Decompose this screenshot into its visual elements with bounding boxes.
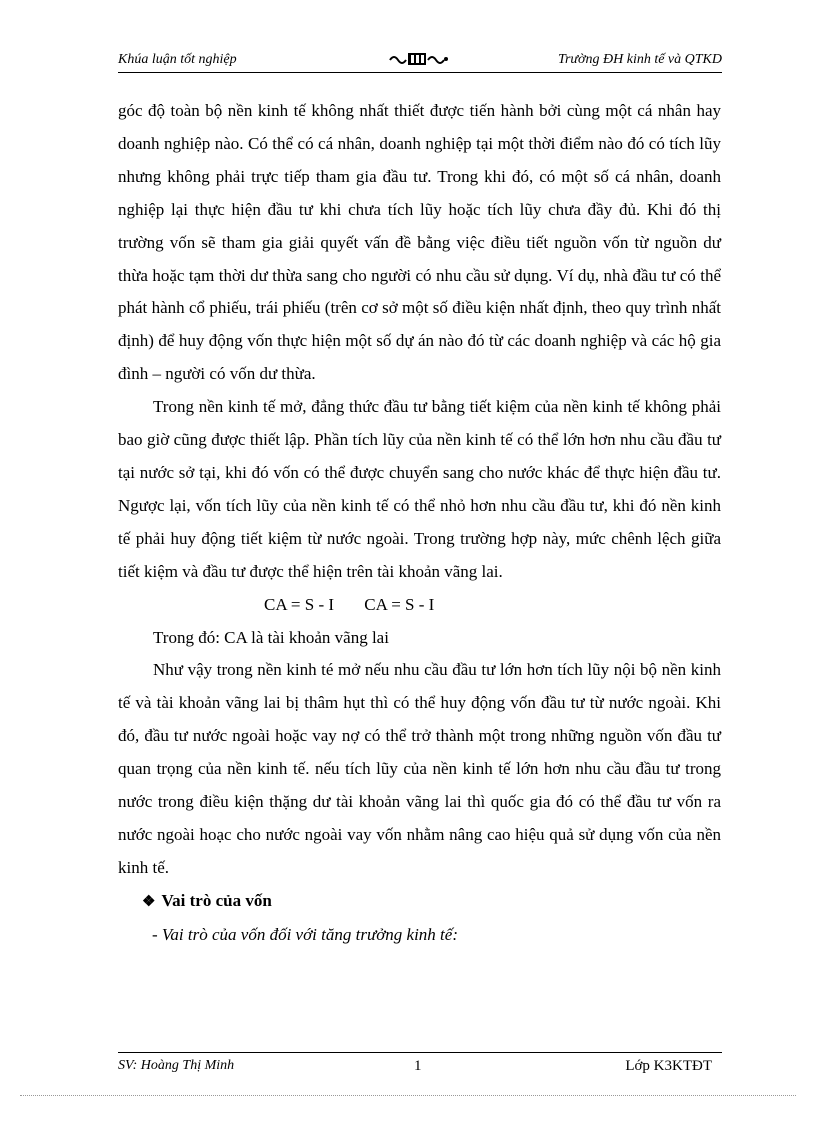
formula-2: CA = S - I — [364, 594, 435, 614]
sub-heading: - Vai trò của vốn đối với tăng trưởng kinh tế: — [152, 924, 458, 944]
footer-class-label: Lớp K3KTĐT — [625, 1058, 712, 1074]
diamond-bullet-icon: ❖ — [142, 893, 156, 910]
section-heading-text: Vai trò của vốn — [161, 890, 272, 910]
header-university-label: Trường ĐH kinh tế và QTKD — [557, 52, 722, 67]
header-thesis-label: Khúa luận tốt nghiệp — [118, 52, 237, 67]
page-header — [118, 50, 722, 73]
scroll-book-ornament-icon — [386, 50, 450, 68]
formula-1: CA = S - I — [264, 594, 335, 614]
footer-page-number: 1 — [414, 1058, 422, 1074]
paragraph-3: Trong đó: CA là tài khoản vãng lai — [153, 627, 389, 647]
paragraph-2: Trong nền kinh tế mở, đẳng thức đầu tư bằng tiết kiệm của nền kinh tế không phải bao giờ cũng được thiết lập. Phần tích lũy của nền kinh tế có thể lớn hơn nhu cầu đầu tư tại nước sở tại, khi đó vốn có thể được chuyển sang cho nước khác để thực hiện đầu tư. Ngược lại, vốn tích lũy của nền kinh tế có thể nhỏ hơn nhu cầu đầu tư, khi đó nền kinh tế phải huy động tiết kiệm từ nước ngoài. Trong trường hợp này, mức chênh lệch giữa tiết kiệm và đầu tư được thể hiện trên tài khoản vãng lai. — [118, 397, 721, 581]
footer-student-name: SV: Hoàng Thị Minh — [118, 1058, 235, 1073]
document-body — [118, 95, 721, 952]
paragraph-4: Như vậy trong nền kinh té mở nếu nhu cầu đầu tư lớn hơn tích lũy nội bộ nền kinh tế và tài khoản vãng lai bị thâm hụt thì có thể huy động vốn đầu tư từ nước ngoài. Khi đó, đầu tư nước ngoài hoặc vay nợ có thể trở thành một trong những nguồn vốn đầu tư quan trọng của nền kinh tế. nếu tích lũy của nền kinh tế lớn hơn nhu cầu đầu tư trong nước trong điều kiện thặng dư tài khoản vãng lai thì quốc gia đó có thể đầu tư vốn ra nước ngoài hoạc cho nước ngoài vay vốn nhằm nâng cao hiệu quả sử dụng vốn của nền kinh tế. — [118, 660, 721, 877]
section-heading — [118, 885, 721, 919]
page-footer — [118, 1052, 722, 1074]
formula-line — [118, 589, 721, 622]
page-bottom-divider — [20, 1095, 796, 1096]
paragraph-1: góc độ toàn bộ nền kinh tế không nhất thiết được tiến hành bởi cùng một cá nhân hay doanh nghiệp nào. Có thể có cá nhân, doanh nghiệp tại một thời điểm nào đó có tích lũy nhưng không phải trực tiếp tham gia đầu tư. Trong khi đó, có một số cá nhân, doanh nghiệp lại thực hiện đầu tư khi chưa tích lũy hoặc tích lũy chưa đầy đủ. Khi đó thị trường vốn sẽ tham gia giải quyết vấn đề bằng việc điều tiết nguồn vốn từ nguồn dư thừa hoặc tạm thời dư thừa sang cho người có nhu cầu sử dụng. Ví dụ, nhà đầu tư có thể phát hành cổ phiếu, trái phiếu (trên cơ sở một số điều kiện nhất định, theo quy trình nhất định) để huy động vốn thực hiện một số dự án nào đó từ các doanh nghiệp và các hộ gia đình – người có vốn dư thừa. — [118, 101, 721, 384]
